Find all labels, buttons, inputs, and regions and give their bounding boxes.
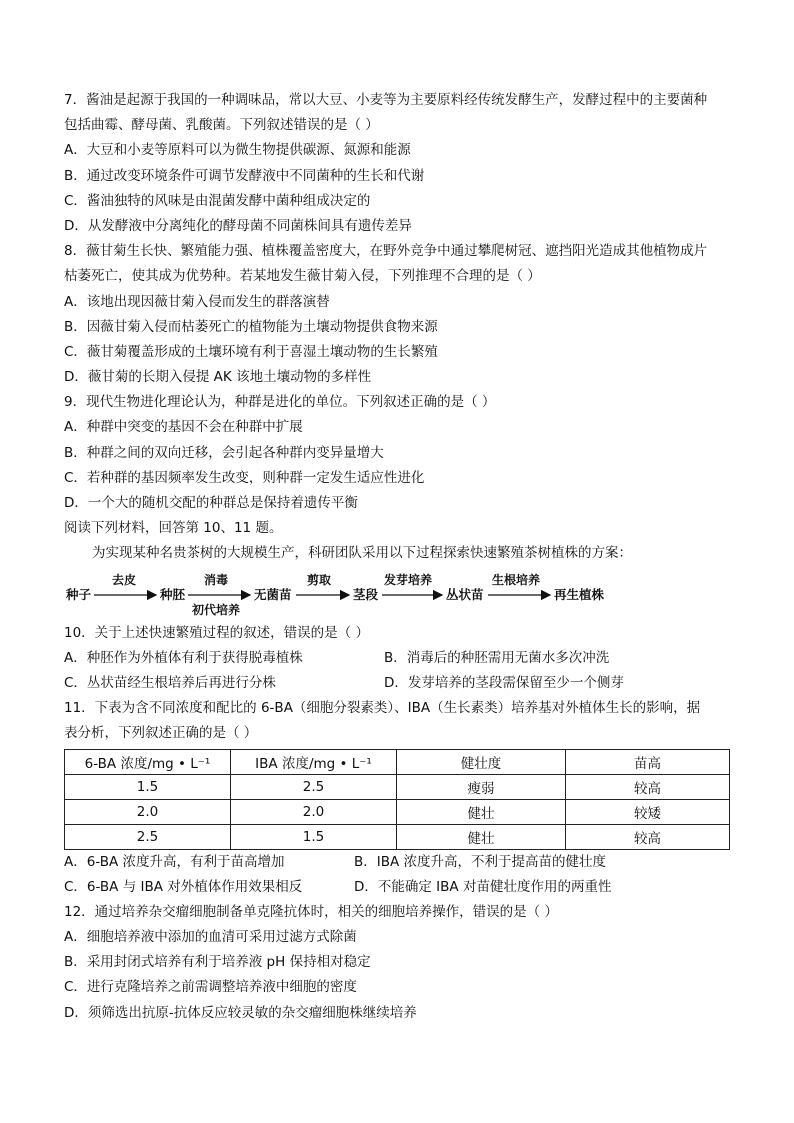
option-row [64,875,732,900]
option-row [64,671,732,696]
table-row [65,824,730,849]
table-cell: 较高 [566,824,730,849]
table-header-cell: 苗高 [566,749,730,774]
question-stem: 9．现代生物进化理论认为，种群是进化的单位。下列叙述正确的是（ ） [64,394,496,411]
material-text: 为实现某种名贵茶树的大规模生产，科研团队采用以下过程探索快速繁殖茶树植株的方案： [92,545,632,562]
question-stem: 12．通过培养杂交瘤细胞制备单克隆抗体时，相关的细胞培养操作，错误的是（ ） [64,903,558,920]
option-c: C．6-BA 与 IBA 对外植体作用效果相反 [64,878,303,895]
table-cell: 健壮 [397,799,566,824]
table-cell: 1.5 [231,824,397,849]
question-10 [64,621,732,697]
option-a: A．6-BA 浓度升高，有利于苗高增加 [64,853,285,870]
option-a: A．大豆和小麦等原料可以为微生物提供碳源、氮源和能源 [64,142,411,159]
option-c: C．丛状苗经生根培养后再进行分株 [64,674,276,691]
table-header-cell: 6-BA 浓度/mg • L⁻¹ [65,749,231,774]
table-cell: 健壮 [397,824,566,849]
table-cell: 较高 [566,774,730,799]
table-row [65,799,730,824]
culture-medium-table [64,749,730,850]
table-cell: 2.5 [231,774,397,799]
option-a: A．细胞培养液中添加的血清可采用过滤方式除菌 [64,929,357,946]
table-cell: 瘦弱 [397,774,566,799]
flow-node-clustered-seedling: 丛状苗 [446,586,484,602]
option-d: D．须筛选出抗原-抗体反应较灵敏的杂交瘤细胞株继续培养 [64,1004,417,1021]
option-c: C．进行克隆培养之前需调整培养液中细胞的密度 [64,979,357,996]
question-11 [64,696,732,900]
option-b: B．因薇甘菊入侵而枯萎死亡的植物能为土壤动物提供食物来源 [64,318,438,335]
table-cell: 2.0 [231,799,397,824]
table-cell: 2.5 [65,824,231,849]
exam-page [64,88,732,1026]
table-cell: 2.0 [65,799,231,824]
flow-step-primary-culture: 初代培养 [192,602,241,617]
option-c: C．薇甘菊覆盖形成的土壤环境有利于喜湿土壤动物的生长繁殖 [64,343,438,360]
flow-node-seed: 种子 [66,586,92,602]
flow-step-rooting-culture: 生根培养 [492,572,541,587]
flow-step-germination-culture: 发芽培养 [384,572,433,587]
propagation-flow-diagram [64,571,732,617]
flow-node-stem-segment: 茎段 [353,586,379,602]
option-d: D．发芽培养的茎段需保留至少一个侧芽 [384,674,624,691]
table-header-row [65,749,730,774]
option-row [64,850,732,875]
option-a: A．种群中突变的基因不会在种群中扩展 [64,419,303,436]
reading-material [64,516,732,566]
question-stem: 7．酱油是起源于我国的一种调味品，常以大豆、小麦等为主要原料经传统发酵生产，发酵过程中的主要菌种 [64,92,708,108]
flow-step-disinfect: 消毒 [204,572,229,587]
table-header-cell: 健壮度 [397,749,566,774]
option-b: B．消毒后的种胚需用无菌水多次冲洗 [384,649,610,666]
flow-step-peel: 去皮 [112,572,137,587]
question-9 [64,390,732,516]
material-intro: 阅读下列材料，回答第 10、11 题。 [64,520,283,537]
option-b: B．通过改变环境条件可调节发酵液中不同菌种的生长和代谢 [64,167,425,184]
question-stem: 包括曲霉、酵母菌、乳酸菌。下列叙述错误的是（ ） [64,117,379,134]
option-d: D．不能确定 IBA 对苗健壮度作用的两重性 [354,878,612,895]
option-b: B．IBA 浓度升高，不利于提高苗的健壮度 [354,853,607,870]
flow-node-embryo: 种胚 [160,586,186,602]
option-a: A．种胚作为外植体有利于获得脱毒植株 [64,649,303,666]
flow-node-sterile-seedling: 无菌苗 [254,586,292,602]
option-b: B．采用封闭式培养有利于培养液 pH 保持相对稳定 [64,954,371,971]
table-row [65,774,730,799]
flow-node-regenerated-plant: 再生植株 [554,586,605,602]
question-8 [64,239,732,390]
question-stem: 8．薇甘菊生长快、繁殖能力强、植株覆盖密度大，在野外竞争中通过攀爬树冠、遮挡阳光造成其他植物成片 [64,243,708,260]
option-c: C．酱油独特的风味是由混菌发酵中菌种组成决定的 [64,192,371,209]
option-b: B．种群之间的双向迁移，会引起各种群内变异量增大 [64,444,384,461]
question-stem: 11．下表为含不同浓度和配比的 6-BA（细胞分裂素类）、IBA（生长素类）培养基对外植体生长的影响，据 [64,700,701,717]
option-d: D．薇甘菊的长期入侵提 AK 该地土壤动物的多样性 [64,369,372,386]
option-d: D．从发酵液中分离纯化的酵母菌不同菌株间具有遗传差异 [64,217,412,234]
table-cell: 1.5 [65,774,231,799]
table-cell: 较矮 [566,799,730,824]
option-d: D．一个大的随机交配的种群总是保持着遗传平衡 [64,495,358,511]
question-7 [64,88,732,239]
question-stem: 表分析，下列叙述正确的是（ ） [64,725,258,742]
option-c: C．若种群的基因频率发生改变，则种群一定发生适应性进化 [64,469,425,486]
question-stem: 10．关于上述快速繁殖过程的叙述，错误的是（ ） [64,624,369,641]
question-12 [64,900,732,1026]
question-stem: 枯萎死亡，使其成为优势种。若某地发生薇甘菊入侵，下列推理不合理的是（ ） [64,268,541,285]
table-header-cell: IBA 浓度/mg • L⁻¹ [231,749,397,774]
option-row [64,646,732,671]
option-a: A．该地出现因薇甘菊入侵而发生的群落演替 [64,293,330,310]
flow-step-cut: 剪取 [307,572,332,587]
